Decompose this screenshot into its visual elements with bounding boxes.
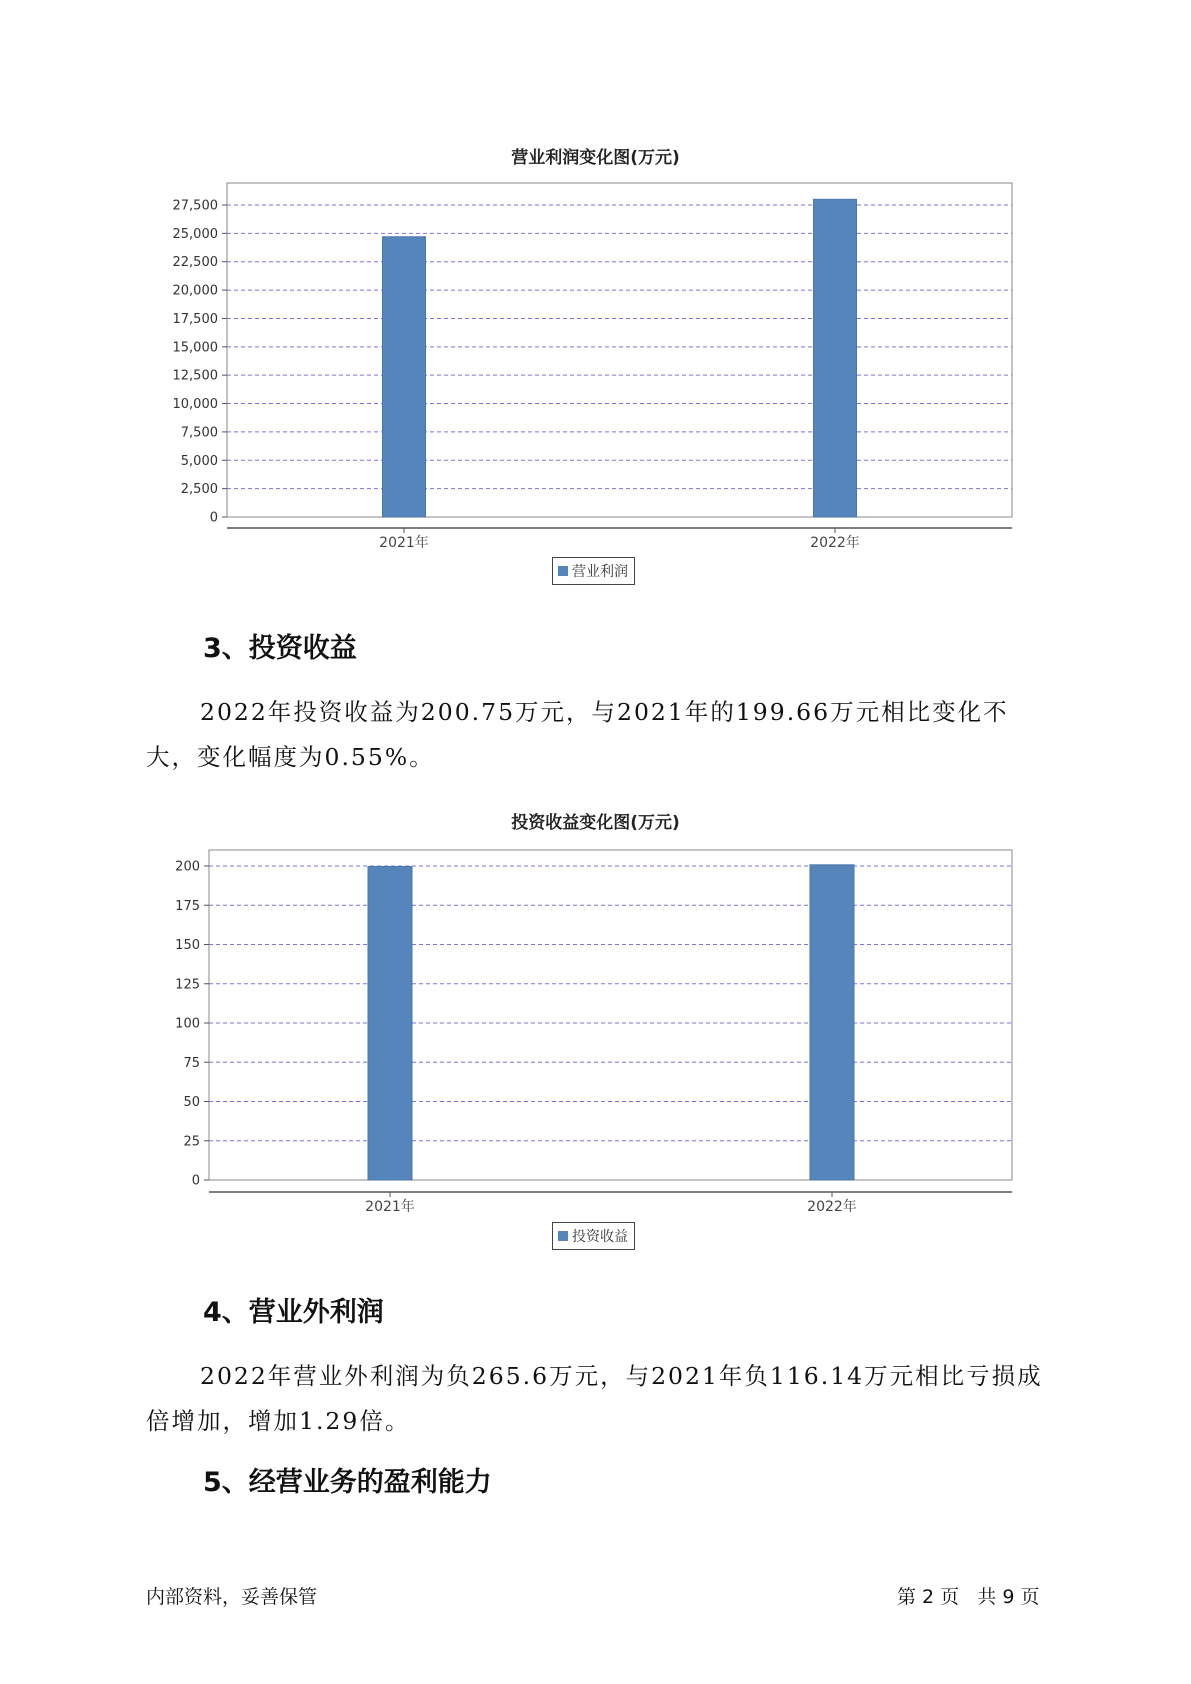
x-tick-label: 2021年 [379, 535, 429, 551]
y-tick-label: 75 [183, 1055, 200, 1071]
footer-confidential-note: 内部资料，妥善保管 [146, 1586, 318, 1608]
y-tick-label: 125 [175, 977, 200, 993]
y-tick-label: 20,000 [172, 283, 218, 299]
investment-income-chart [0, 840, 1191, 1215]
y-tick-label: 12,500 [172, 368, 218, 384]
plot-area-frame [209, 850, 1012, 1180]
bar-2022年 [814, 199, 857, 517]
bar-2021年 [383, 237, 426, 517]
x-tick-label: 2022年 [807, 1199, 857, 1215]
chart-legend-operating-profit [552, 557, 635, 585]
y-tick-label: 0 [209, 510, 218, 526]
section-heading-non-operating-profit: 4、营业外利润 [203, 1297, 384, 1328]
y-tick-label: 7,500 [180, 425, 218, 441]
y-tick-label: 0 [191, 1173, 200, 1189]
y-tick-label: 15,000 [172, 340, 218, 356]
y-tick-label: 10,000 [172, 397, 218, 413]
y-tick-label: 17,500 [172, 311, 218, 327]
y-tick-label: 100 [175, 1016, 200, 1032]
bar-2021年 [368, 867, 412, 1180]
y-tick-label: 200 [175, 859, 200, 875]
y-tick-label: 2,500 [180, 482, 218, 498]
footer-page-number: 第 2 页 共 9 页 [897, 1586, 1040, 1608]
y-tick-label: 25,000 [172, 226, 218, 242]
y-tick-label: 25 [183, 1134, 200, 1150]
chart-title-operating-profit: 营业利润变化图(万元) [511, 148, 680, 168]
legend-label: 投资收益 [572, 1229, 628, 1245]
y-tick-label: 150 [175, 938, 200, 953]
section-heading-investment-income: 3、投资收益 [203, 633, 357, 664]
y-tick-label: 50 [183, 1095, 200, 1110]
legend-label: 营业利润 [572, 564, 628, 580]
y-tick-label: 27,500 [172, 198, 218, 214]
x-tick-label: 2022年 [810, 535, 860, 551]
x-tick-label: 2021年 [365, 1199, 415, 1215]
y-tick-label: 175 [175, 898, 200, 914]
bar-2022年 [810, 865, 854, 1180]
section-heading-operating-profitability: 5、经营业务的盈利能力 [203, 1467, 492, 1498]
paragraph-non-operating-profit: 2022年营业外利润为负265.6万元，与2021年负116.14万元相比亏损成倍增加，增加1.29倍。 [146, 1362, 1043, 1435]
chart-title-investment-income: 投资收益变化图(万元) [511, 813, 680, 833]
legend-swatch-icon [558, 1231, 568, 1241]
legend-swatch-icon [558, 566, 568, 576]
y-tick-label: 5,000 [180, 453, 218, 469]
y-tick-label: 22,500 [172, 255, 218, 271]
chart-legend-investment-income [552, 1222, 635, 1250]
paragraph-investment-income: 2022年投资收益为200.75万元，与2021年的199.66万元相比变化不大，变化幅度为0.55%。 [146, 698, 1009, 771]
operating-profit-chart [0, 170, 1191, 551]
